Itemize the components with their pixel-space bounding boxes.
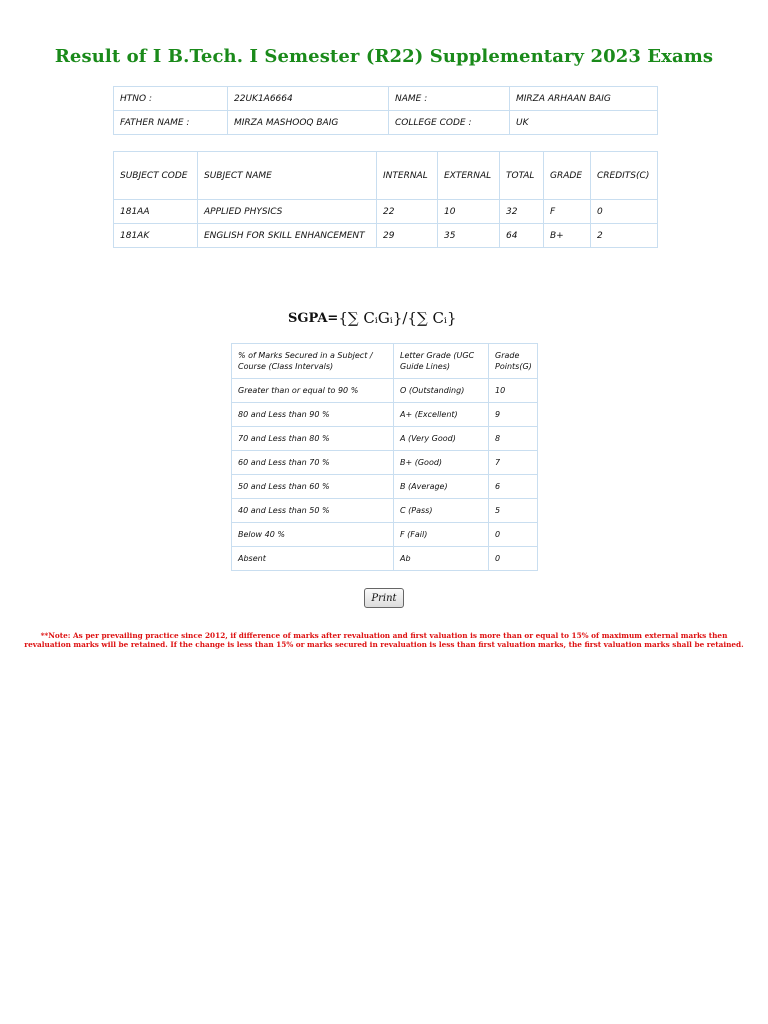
name-value: MIRZA ARHAAN BAIG <box>510 87 658 111</box>
college-code-value: UK <box>510 111 658 135</box>
marks-range: 40 and Less than 50 % <box>232 499 394 523</box>
grading-table <box>231 343 538 571</box>
student-info-table <box>113 86 658 135</box>
header-internal: INTERNAL <box>377 152 438 200</box>
grading-row <box>232 451 538 475</box>
letter-grade: F (Fail) <box>394 523 489 547</box>
father-name-label: FATHER NAME : <box>114 111 228 135</box>
grading-row <box>232 499 538 523</box>
header-letter-grade: Letter Grade (UGC Guide Lines) <box>394 344 489 379</box>
grading-row <box>232 403 538 427</box>
grade-points: 0 <box>489 523 538 547</box>
header-subject-name: SUBJECT NAME <box>198 152 377 200</box>
subject-name: APPLIED PHYSICS <box>198 200 377 224</box>
header-marks-range: % of Marks Secured in a Subject / Course (Class Intervals) <box>232 344 394 379</box>
letter-grade: A+ (Excellent) <box>394 403 489 427</box>
student-info-row <box>114 87 658 111</box>
name-label: NAME : <box>389 87 510 111</box>
subjects-table <box>113 151 658 248</box>
external-marks: 10 <box>438 200 500 224</box>
letter-grade: B+ (Good) <box>394 451 489 475</box>
total-marks: 64 <box>500 224 544 248</box>
letter-grade: C (Pass) <box>394 499 489 523</box>
internal-marks: 29 <box>377 224 438 248</box>
header-total: TOTAL <box>500 152 544 200</box>
grade-points: 0 <box>489 547 538 571</box>
header-grade: GRADE <box>544 152 591 200</box>
grade: B+ <box>544 224 591 248</box>
header-external: EXTERNAL <box>438 152 500 200</box>
letter-grade: A (Very Good) <box>394 427 489 451</box>
sgpa-formula <box>288 305 518 331</box>
grade-points: 5 <box>489 499 538 523</box>
letter-grade: O (Outstanding) <box>394 379 489 403</box>
college-code-label: COLLEGE CODE : <box>389 111 510 135</box>
external-marks: 35 <box>438 224 500 248</box>
htno-value: 22UK1A6664 <box>228 87 389 111</box>
subject-row <box>114 224 658 248</box>
student-info-row <box>114 111 658 135</box>
letter-grade: Ab <box>394 547 489 571</box>
internal-marks: 22 <box>377 200 438 224</box>
grade-points: 9 <box>489 403 538 427</box>
subject-row <box>114 200 658 224</box>
header-subject-code: SUBJECT CODE <box>114 152 198 200</box>
grade-points: 10 <box>489 379 538 403</box>
sgpa-formula-expression: {∑ CᵢGᵢ}/{∑ Cᵢ} <box>338 309 457 327</box>
header-credits: CREDITS(C) <box>591 152 658 200</box>
revaluation-note: **Note: As per prevailing practice since 2012, if difference of marks after revaluation and first valuation is more than or equal to 15% of maximum external marks then revaluation marks will be retained. If the change is less than 15% or marks secured in revaluation is less than first valuation marks, the first valuation marks shall be retained. <box>24 631 744 649</box>
credits: 0 <box>591 200 658 224</box>
grading-row <box>232 379 538 403</box>
htno-label: HTNO : <box>114 87 228 111</box>
father-name-value: MIRZA MASHOOQ BAIG <box>228 111 389 135</box>
grade: F <box>544 200 591 224</box>
marks-range: 70 and Less than 80 % <box>232 427 394 451</box>
marks-range: 60 and Less than 70 % <box>232 451 394 475</box>
subject-code: 181AK <box>114 224 198 248</box>
grade-points: 6 <box>489 475 538 499</box>
marks-range: Below 40 % <box>232 523 394 547</box>
marks-range: 50 and Less than 60 % <box>232 475 394 499</box>
grading-header-row <box>232 344 538 379</box>
header-grade-points: Grade Points(G) <box>489 344 538 379</box>
subject-name: ENGLISH FOR SKILL ENHANCEMENT <box>198 224 377 248</box>
marks-range: Absent <box>232 547 394 571</box>
grading-row <box>232 427 538 451</box>
print-button[interactable]: Print <box>364 588 404 608</box>
marks-range: Greater than or equal to 90 % <box>232 379 394 403</box>
marks-range: 80 and Less than 90 % <box>232 403 394 427</box>
credits: 2 <box>591 224 658 248</box>
letter-grade: B (Average) <box>394 475 489 499</box>
subject-code: 181AA <box>114 200 198 224</box>
grade-points: 8 <box>489 427 538 451</box>
total-marks: 32 <box>500 200 544 224</box>
grade-points: 7 <box>489 451 538 475</box>
grading-row <box>232 523 538 547</box>
subjects-header-row <box>114 152 658 200</box>
page-title: Result of I B.Tech. I Semester (R22) Supplementary 2023 Exams <box>54 46 714 67</box>
sgpa-formula-lhs: SGPA= <box>288 310 339 326</box>
grading-row <box>232 475 538 499</box>
grading-row <box>232 547 538 571</box>
